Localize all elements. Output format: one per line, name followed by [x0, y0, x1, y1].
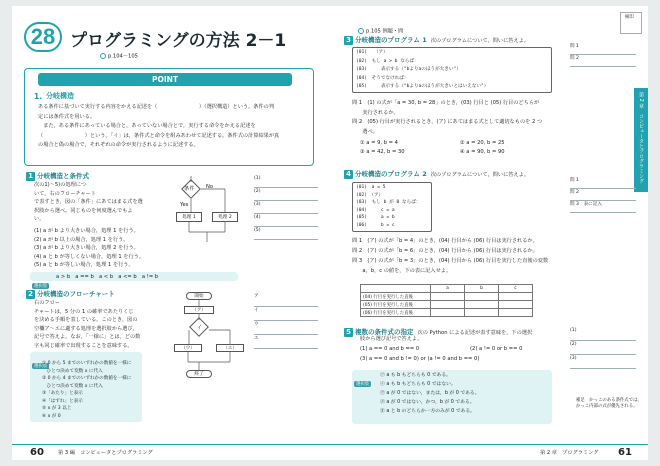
- table-answer-cell[interactable]: [465, 301, 499, 309]
- q5-answer-label: (3): [570, 356, 577, 361]
- book-icon: [100, 53, 106, 59]
- q2-choice: ④「はずれ」と表示: [42, 398, 83, 404]
- q4-question: 問 1 (ア) の式が「b = 4」のとき，(04) 行目から (06) 行目は実行されるか。: [352, 238, 538, 244]
- q3-option: ④ a = 90, b = 90: [460, 149, 505, 155]
- q3-answer-label: 問 1: [570, 44, 579, 49]
- q3-title: 分岐構造のプログラム 1: [355, 36, 427, 44]
- q1-flow-arrows: [172, 176, 244, 244]
- q1-title: 分岐構造と条件式: [37, 172, 89, 180]
- table-row-label: (06) 行目を実行した直後: [361, 309, 431, 317]
- q2-answer-label: エ: [254, 336, 259, 341]
- table-row-label: (05) 行目を実行した直後: [361, 301, 431, 309]
- q1-answer-label: (4): [254, 215, 261, 220]
- q3-number: 3: [344, 36, 353, 45]
- q3-code-line: (03) 表示する（"bよりaのほうが大きい"）: [356, 67, 461, 72]
- q4-value-table: [360, 284, 533, 317]
- q2-choices-label: 選択肢: [34, 364, 48, 369]
- q5-desc: 次の Python による記述が表す意味を，下の選択: [417, 330, 533, 336]
- table-answer-cell[interactable]: [431, 301, 465, 309]
- decision-b-label: イ: [197, 325, 203, 331]
- no-label: No: [206, 184, 214, 190]
- table-row: [361, 301, 533, 309]
- left-page: [12, 6, 330, 460]
- table-answer-cell[interactable]: [499, 301, 533, 309]
- q4-title: 分岐構造のプログラム 2: [355, 170, 427, 178]
- q1-choices-label: 選択肢: [34, 284, 48, 289]
- chapter-tab: [634, 88, 648, 192]
- q4-heading: [344, 170, 529, 179]
- q3-code-line: (05) 表示する（"bよりaのほうが大きいとはいえない"）: [356, 84, 489, 89]
- q1-answer-label: (2): [254, 189, 261, 194]
- q5-item: (2) a != 0 or b == 0: [470, 346, 523, 352]
- q3-desc: 次のプログラムについて，問いに答えよ。: [430, 38, 530, 44]
- q2-answer-field[interactable]: [254, 306, 318, 307]
- q3-answer-field[interactable]: [570, 66, 636, 67]
- point-line: の場合と偽の場合で，それぞれの命令が実行されるように記述する。: [38, 142, 199, 148]
- q3-answer-label: 問 2: [570, 56, 579, 61]
- q3-answer-field[interactable]: [570, 54, 636, 55]
- q4-code-line: (02) （ア）: [356, 192, 384, 198]
- q3-reference: [358, 28, 403, 35]
- q1-item: (3) a が b より大きい場合，処理 2 を行う。: [34, 245, 139, 251]
- q1-text-line: 次の1)～5)の処理につ: [34, 182, 87, 188]
- q5-answer-field[interactable]: [570, 340, 636, 341]
- process-c-box: （ウ）: [174, 344, 202, 352]
- table-answer-cell[interactable]: [499, 309, 533, 317]
- q3-question: 問 2 (05) 行目が実行されるとき，(ア) にあてはまる式として適切なものを 2 つ: [352, 119, 543, 125]
- q2-choice: ひとつ決めて変数 x に代入: [42, 383, 103, 389]
- q1-flowchart: [172, 176, 244, 244]
- q4-desc: 次のプログラムについて，問いに答えよ。: [430, 172, 530, 178]
- q2-answer-label: ア: [254, 294, 259, 299]
- q3-question: 問 1 (1) の式が「a = 30, b = 28」のとき，(03) 行目と (05) 行目のどちらが: [352, 100, 540, 106]
- q2-choice: ② 0 から 4 までのいずれかの数値を一様に: [42, 376, 132, 381]
- q5-answer-field[interactable]: [570, 368, 636, 369]
- q5-note: 補足 かっこのある条件式では，かっこ内部の式が優先される。: [576, 398, 642, 409]
- page-title: プログラミングの方法 2－1: [70, 31, 287, 51]
- q1-answer-field[interactable]: [254, 226, 318, 227]
- q1-answer-field[interactable]: [254, 213, 318, 214]
- q5-desc2: 肢から選び記号で答えよ。: [360, 336, 423, 342]
- q1-answer-field[interactable]: [254, 239, 318, 240]
- q4-question: 問 3 (ア) の式が「b = 3」のとき，(04) 行目から (06) 行目を実行した直後の変数: [352, 258, 549, 264]
- q2-choice: ⑥ x が 0: [42, 413, 61, 419]
- q1-item: (5) a と b が等しい場合，処理 1 を行う。: [34, 262, 134, 268]
- q2-text-line: 右のフロー: [34, 300, 60, 306]
- process-1-box: 処理 1: [176, 212, 202, 222]
- q2-choice: ⑤ x が 3 以上: [42, 406, 72, 411]
- q2-answer-field[interactable]: [254, 334, 318, 335]
- q5-number: 5: [344, 328, 353, 337]
- left-footer: [12, 444, 330, 460]
- table-header-cell: [361, 285, 431, 293]
- q1-choices: [30, 272, 238, 289]
- table-row: [361, 309, 533, 317]
- q4-question: 問 2 (ア) の式が「b = 6」のとき，(04) 行目から (06) 行目は実行されるか。: [352, 248, 538, 254]
- q5-choice: ㋔ a と b のどちらか一方のみが 0 である。: [380, 409, 475, 414]
- q5-item: (3) a == 0 and b != 0) or (a != 0 and b == 0): [360, 356, 480, 362]
- q4-answer-label: 問 1: [570, 178, 579, 183]
- q2-text-line: 空欄ア～エに適する処理を選択肢から選び，: [34, 325, 138, 332]
- q2-flow-arrows: [172, 292, 252, 384]
- q5-answer-field[interactable]: [570, 354, 636, 355]
- process-d-box: （エ）: [216, 344, 244, 352]
- q5-title: 複数の条件式の指定: [355, 328, 414, 336]
- condition-label: 条件: [184, 186, 195, 192]
- q4-answer-field[interactable]: [570, 200, 636, 201]
- table-answer-cell[interactable]: [465, 309, 499, 317]
- q2-answer-field[interactable]: [254, 320, 318, 321]
- q1-item: (2) a が b 以上の場合，処理 1 を行う。: [34, 236, 129, 243]
- q2-choice: ひとつ決めて変数 x に代入: [42, 368, 103, 374]
- q2-text-line: 字も同じ確率で出現することを意味する。: [34, 342, 133, 349]
- q2-answer-label: イ: [254, 308, 259, 313]
- q2-text-line: チャートは，5 分の 1 の確率であたりくじ: [34, 308, 134, 315]
- q4-answer-field[interactable]: [570, 188, 636, 189]
- q2-number: 2: [26, 290, 35, 299]
- q2-flowchart: [172, 292, 252, 384]
- right-footer-part: 第 2 章 プログラミング: [540, 450, 599, 456]
- point-line: （ ）という。「イ」は，条件式と命令を組みあわせて記述する。条件式の計算結果が真: [38, 132, 280, 139]
- q1-answer-label: (5): [254, 228, 261, 233]
- table-header-cell: c: [499, 285, 533, 293]
- q4-answer-field[interactable]: [570, 212, 636, 213]
- q3-ref-text: p.105 例題・問: [366, 28, 404, 35]
- q5-item: (1) a == 0 and b == 0: [360, 346, 420, 352]
- start-terminal: 開始: [186, 292, 212, 300]
- q3-option: ① a = 9, b = 4: [360, 140, 398, 146]
- q2-choice: ③「あたり」と表示: [42, 391, 83, 396]
- q5-choice: ㋓ a が 0 ではない，かつ，b が 0 である。: [380, 400, 475, 405]
- q5-choice: ㋒ a が 0 ではない，または，b が 0 である。: [380, 391, 480, 396]
- q3-code-line: (04) そうでなければ：: [356, 75, 409, 81]
- right-page: [330, 6, 648, 460]
- process-a-box: （ア）: [184, 306, 214, 314]
- q1-item: (1) a が b より大きい場合，処理 1 を行う。: [34, 228, 139, 234]
- table-answer-cell[interactable]: [465, 293, 499, 301]
- q1-answer-field[interactable]: [254, 187, 318, 188]
- q3-code-line: (02) もし a > b ならば：: [356, 58, 419, 64]
- q1-answer-label: (1): [254, 176, 261, 181]
- q1-choices-text: a > b a == b a < b a <= b a != b: [56, 273, 159, 280]
- left-footer-part: 第 3 編 コンピュータとプログラミング: [58, 450, 153, 456]
- inspection-label: 検印: [625, 15, 634, 20]
- q1-item: (4) a と b が等しくない場合，処理 1 を行う。: [34, 253, 145, 260]
- q1-text-line: いて，右のフローチャート: [34, 190, 96, 197]
- q5-choice: ㋑ a も b もどちらも 0 ではない。: [380, 382, 456, 387]
- process-2-box: 処理 2: [212, 212, 238, 222]
- chapter-number: 28: [24, 22, 62, 52]
- end-terminal: 終了: [186, 370, 212, 378]
- q2-choice: ① 0 から 5 までのいずれかの数値を一様に: [42, 361, 132, 366]
- q3-question: 実行されるか。: [352, 109, 399, 116]
- book-icon: [358, 28, 364, 34]
- table-answer-cell[interactable]: [431, 293, 465, 301]
- right-page-number: 61: [618, 447, 632, 458]
- q2-title: 分岐構造のフローチャート: [37, 290, 115, 298]
- q4-code-line: (03) もし b が 0 ならば：: [356, 200, 421, 205]
- inspection-stamp-box: [620, 12, 642, 34]
- q3-option: ③ a = 42, b = 30: [360, 149, 405, 155]
- q1-answer-label: (3): [254, 202, 261, 207]
- q1-heading: [26, 172, 89, 181]
- table-header-cell: b: [465, 285, 499, 293]
- q3-option: ② a = 20, b = 25: [460, 140, 505, 146]
- q5-choices-label: 選択肢: [356, 382, 370, 387]
- point-line: ある条件に基づいて実行する内容をかえる記述を（ ）（選択構造）という。条件の判: [38, 104, 275, 110]
- q4-code-line: (06) b = c: [356, 222, 395, 228]
- q4-answer-label: 問 3 表に記入: [570, 202, 602, 207]
- right-footer: [330, 444, 648, 460]
- reference-pages: [100, 53, 138, 60]
- point-line: 定には条件式を用いる。: [38, 113, 96, 120]
- q2-heading: [26, 290, 115, 299]
- point-header: POINT: [38, 73, 292, 86]
- table-answer-cell[interactable]: [431, 309, 465, 317]
- q4-answer-label: 問 2: [570, 190, 579, 195]
- q2-answer-label: ウ: [254, 322, 259, 327]
- q1-text-line: で表すとき，図の「条件」にあてはまる式を選: [34, 199, 143, 205]
- q5-choice: ㋐ a も b もどちらも 0 である。: [380, 373, 451, 378]
- q4-code-line: (01) a = 5: [356, 185, 386, 190]
- point-line: また，ある条件にあっている場合と，あっていない場合とで，実行する命令をかえる記述を: [38, 123, 256, 129]
- q3-code-line: (01) （ア）: [356, 50, 388, 55]
- q3-question: 選べ。: [352, 128, 378, 135]
- q4-number: 4: [344, 170, 353, 179]
- q5-answer-label: (1): [570, 328, 577, 333]
- q4-question: a，b，c の値を，下の表に記入せよ。: [352, 268, 452, 274]
- ref-pages-text: p.104～105: [108, 53, 138, 60]
- q2-text-line: を決める手順を表している。このとき，図の: [34, 317, 138, 323]
- table-row-label: (04) 行目を実行した直後: [361, 293, 431, 301]
- q5-answer-label: (2): [570, 342, 577, 347]
- q1-number: 1: [26, 172, 35, 181]
- table-answer-cell[interactable]: [499, 293, 533, 301]
- point-section-title: 分岐構造: [46, 92, 74, 100]
- point-section-number: 1.: [34, 92, 43, 101]
- q1-text-line: 択肢から選べ。同じものを何度選んでもよ: [34, 207, 133, 214]
- chapter-tab-label: 第 2 章 コンピュータとプログラミング: [638, 92, 644, 184]
- yes-label: Yes: [180, 202, 189, 208]
- table-row: [361, 293, 533, 301]
- table-header-cell: a: [431, 285, 465, 293]
- q2-text-line: 記号で答えよ。なお，「一様に」とは，どの数: [34, 334, 141, 340]
- q3-heading: [344, 36, 529, 45]
- q1-text-line: い。: [34, 216, 45, 222]
- q4-code-line: (05) a = b: [356, 215, 395, 220]
- q2-answer-field[interactable]: [254, 348, 318, 349]
- q4-code-line: (04) c = a: [356, 207, 395, 213]
- q1-answer-field[interactable]: [254, 200, 318, 201]
- left-page-number: 60: [30, 447, 44, 458]
